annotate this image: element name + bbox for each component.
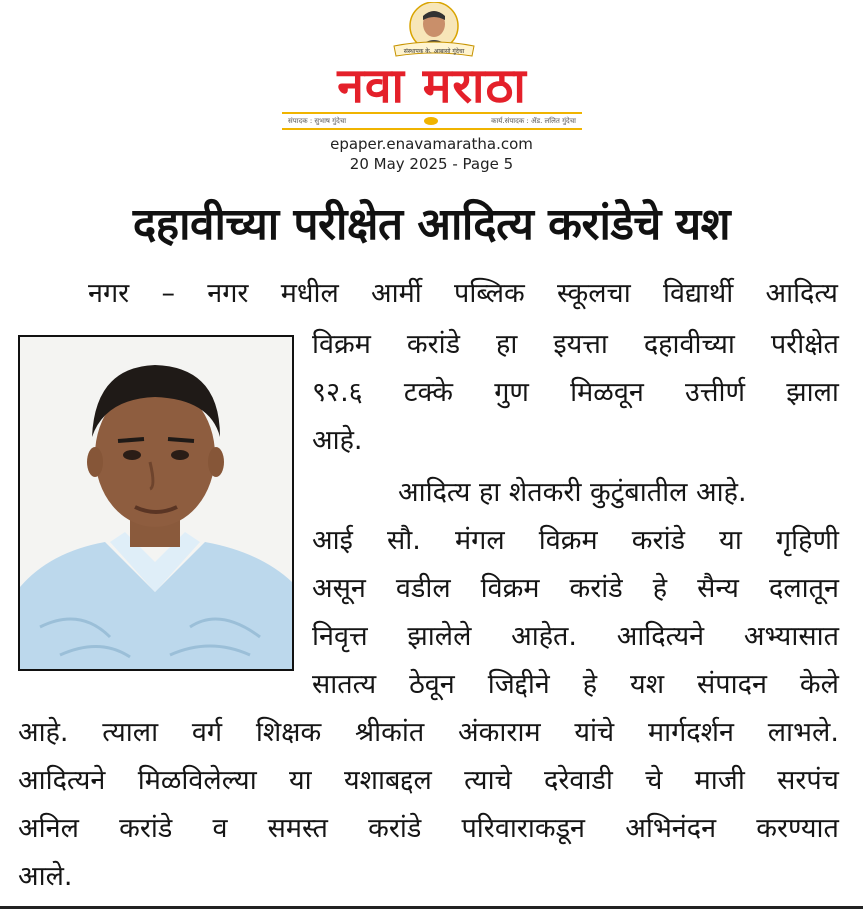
article-line: सातत्य ठेवून जिद्दीने हे यश संपादन केले xyxy=(312,669,839,700)
article-headline: दहावीच्या परीक्षेत आदित्य करांडेचे यश xyxy=(132,199,731,250)
article-line: निवृत्त झालेले आहेत. आदित्यने अभ्यासात xyxy=(312,621,839,652)
exec-editor-credit: कार्य.संपादक : ॲड. ललित गुंदेचा xyxy=(491,117,576,125)
article-line: नगर – नगर मधील आर्मी पब्लिक स्कूलचा विद्यार्थी आदित्य xyxy=(88,278,838,309)
article-line: आई सौ. मंगल विक्रम करांडे या गृहिणी xyxy=(312,525,839,556)
source-date-page: 20 May 2025 - Page 5 xyxy=(349,155,514,173)
article-line: आदित्य हा शेतकरी कुटुंबातील आहे. xyxy=(398,477,747,508)
article-line: विक्रम करांडे हा इयत्ता दहावीच्या परीक्षेत xyxy=(312,329,839,360)
article-line: आदित्यने मिळविलेल्या या यशाबद्दल त्याचे दरेवाडी चे माजी सरपंच xyxy=(18,765,839,796)
article-line: असून वडील विक्रम करांडे हे सैन्य दलातून xyxy=(312,573,839,604)
badge-caption: संस्थापक के. आबासो गुंदेचा xyxy=(403,48,465,55)
article-line: आले. xyxy=(18,861,73,892)
article-line: अनिल करांडे व समस्त करांडे परिवाराकडून अभिनंदन करण्यात xyxy=(18,813,839,844)
source-site: epaper.enavamaratha.com xyxy=(330,135,533,153)
article-line: ९२.६ टक्के गुण मिळवून उत्तीर्ण झाला xyxy=(312,377,839,408)
article-line: आहे. xyxy=(312,425,363,456)
newspaper-logo: नवा मराठा xyxy=(282,60,582,112)
article-line: आहे. त्याला वर्ग शिक्षक श्रीकांत अंकाराम यांचे मार्गदर्शन लाभले. xyxy=(18,717,839,748)
editor-credit: संपादक : सुभाष गुंदेचा xyxy=(288,117,347,125)
